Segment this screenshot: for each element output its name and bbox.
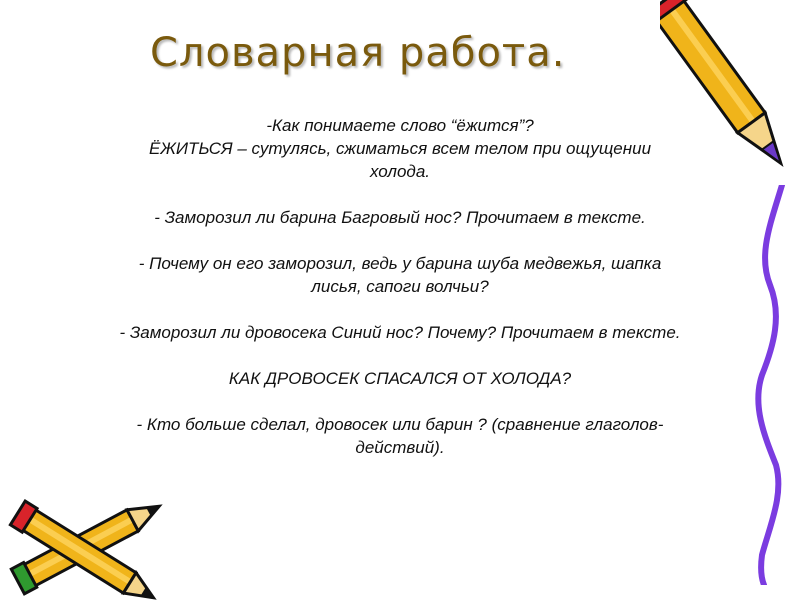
question-word-text: -Как понимаете слово “ёжится”?	[266, 116, 534, 135]
compare-question-line1: - Кто больше сделал, дровосек или барин ? (сравнение глаголов-	[136, 415, 664, 434]
definition-text-line2: холода.	[369, 162, 430, 181]
crossed-pencils-icon	[0, 478, 180, 600]
slide-title: Словарная работа.	[150, 30, 566, 76]
compare-question-line2: действий).	[355, 438, 445, 457]
spacer	[80, 390, 720, 413]
spacer	[80, 298, 720, 321]
pencil-icon	[660, 0, 800, 200]
spacer	[80, 229, 720, 252]
definition-text-line1: ЁЖИТЬСЯ – сутулясь, сжиматься всем телом при ощущении	[148, 139, 652, 158]
squiggle-line	[740, 185, 800, 585]
woodcutter-escape-text: КАК ДРОВОСЕК СПАСАЛСЯ ОТ ХОЛОДА?	[228, 369, 572, 388]
why-question-line1: - Почему он его заморозил, ведь у барина шуба медвежья, шапка	[138, 254, 662, 273]
woodcutter-question-text: - Заморозил ли дровосека Синий нос? Почему? Прочитаем в тексте.	[119, 323, 681, 342]
spacer	[80, 183, 720, 206]
barin-question-text: - Заморозил ли барина Багровый нос? Прочитаем в тексте.	[154, 208, 646, 227]
spacer	[80, 344, 720, 367]
why-question-line2: лисья, сапоги волчьи?	[311, 277, 489, 296]
slide-content	[80, 114, 720, 459]
